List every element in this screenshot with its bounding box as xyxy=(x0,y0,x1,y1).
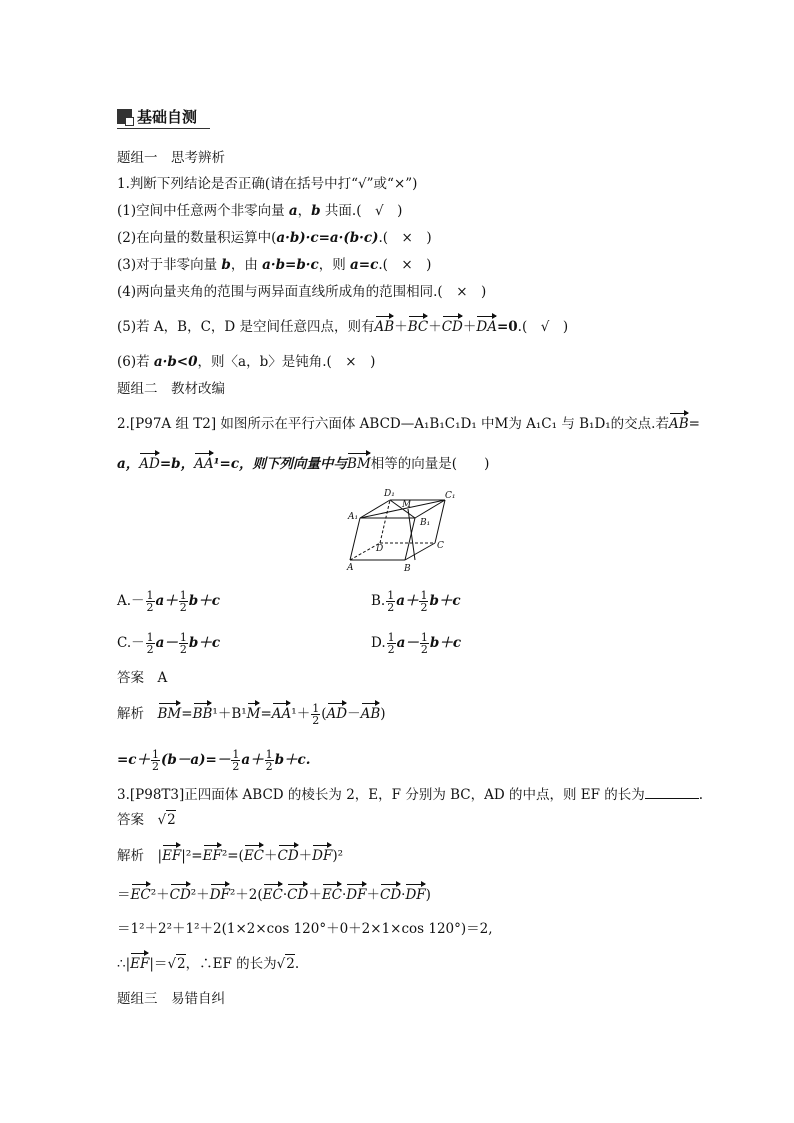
q1-item-5: (5)若 A，B，C，D 是空间任意四点，则有AB＋BC＋CD＋DA=0.( √ ) xyxy=(117,319,569,335)
group2-title: 题组二 教材改编 xyxy=(117,381,225,397)
section-square-inner-icon xyxy=(125,117,134,126)
q1-item-2-mark: × xyxy=(401,230,413,246)
q3-answer-blank xyxy=(645,786,699,799)
label-d: D xyxy=(376,544,384,554)
label-m: M xyxy=(402,500,412,510)
q3-answer: 答案 √2 xyxy=(117,812,176,828)
q1-item-6: (6)若 a·b<0，则〈a，b〉是钝角.( × ) xyxy=(117,354,376,370)
label-a: A xyxy=(347,563,354,573)
q1-item-5-mark: √ xyxy=(540,319,550,335)
label-c1: C₁ xyxy=(445,491,456,501)
q3-analysis-line2: ＝EC²＋CD²＋DF²＋2(EC·CD＋EC·DF＋CD·DF) xyxy=(117,887,431,903)
section-title: 基础自测 xyxy=(137,108,198,126)
q2-stem-line1: 2.[P97A 组 T2] 如图所示在平行六面体 ABCD—A₁B₁C₁D₁ 中M为 A₁C₁ 与 B₁D₁的交点.若AB= xyxy=(117,416,700,432)
q1-item-4: (4)两向量夹角的范围与两异面直线所成角的范围相同.( × ) xyxy=(117,284,487,300)
option-d: D. $\frac{1}{2}$ a－ $\frac{1}{2}$ b＋c xyxy=(371,631,462,656)
q2-stem-line2: a，AD=b，AA¹=c，则下列向量中与BM相等的向量是( ) xyxy=(117,456,490,472)
parallelepiped-figure xyxy=(340,485,460,575)
q2-answer: 答案 A xyxy=(117,670,168,686)
q3-analysis-line4: ∴|EF|＝√2，∴EF 的长为√2. xyxy=(117,956,300,972)
option-a: A.－ $\frac{1}{2}$ a＋ $\frac{1}{2}$ b＋c xyxy=(117,589,220,614)
option-c: C.－ $\frac{1}{2}$ a－ $\frac{1}{2}$ b＋c xyxy=(117,631,221,656)
q3-analysis-line1: 解析 |EF|²=EF²=(EC＋CD＋DF)² xyxy=(117,848,344,864)
group3-title: 题组三 易错自纠 xyxy=(117,991,225,1007)
label-d1: D₁ xyxy=(384,489,395,499)
label-b: B xyxy=(404,564,411,574)
q1-item-1-mark: √ xyxy=(374,203,384,219)
q1-item-4-mark: × xyxy=(456,284,468,300)
q3-analysis-line3: ＝1²＋2²＋1²＋2(1×2×cos 120°＋0＋2×1×cos 120°)＝2, xyxy=(117,921,493,937)
q1-stem: 1.判断下列结论是否正确(请在括号中打“√”或“×”) xyxy=(117,176,418,192)
q2-analysis-line1: 解析 BM=BB¹＋B¹M=AA¹＋ $\frac{1}{2}$ (AD－AB) xyxy=(117,702,386,727)
q1-item-6-mark: × xyxy=(345,354,357,370)
group1-title: 题组一 思考辨析 xyxy=(117,150,225,166)
q1-item-2: (2)在向量的数量积运算中(a·b)·c=a·(b·c).( × ) xyxy=(117,230,432,246)
label-a1: A₁ xyxy=(348,512,359,522)
q3-stem: 3.[P98T3]正四面体 ABCD 的棱长为 2，E，F 分别为 BC，AD 的中点，则 EF 的长为 . xyxy=(117,787,704,803)
section-underline xyxy=(117,128,210,129)
q1-item-3-mark: × xyxy=(401,257,413,273)
option-b: B. $\frac{1}{2}$ a＋ $\frac{1}{2}$ b＋c xyxy=(371,589,461,614)
q1-item-1: (1)空间中任意两个非零向量 a，b 共面.( √ ) xyxy=(117,203,403,219)
q1-item-3: (3)对于非零向量 b，由 a·b=b·c，则 a=c.( × ) xyxy=(117,257,432,273)
q2-analysis-line2: =c＋ $\frac{1}{2}$ (b－a)=－ $\frac{1}{2}$ a＋ $\frac{1}{2}$ b＋c. xyxy=(117,748,311,773)
label-b1: B₁ xyxy=(420,518,431,528)
label-c: C xyxy=(437,541,444,551)
